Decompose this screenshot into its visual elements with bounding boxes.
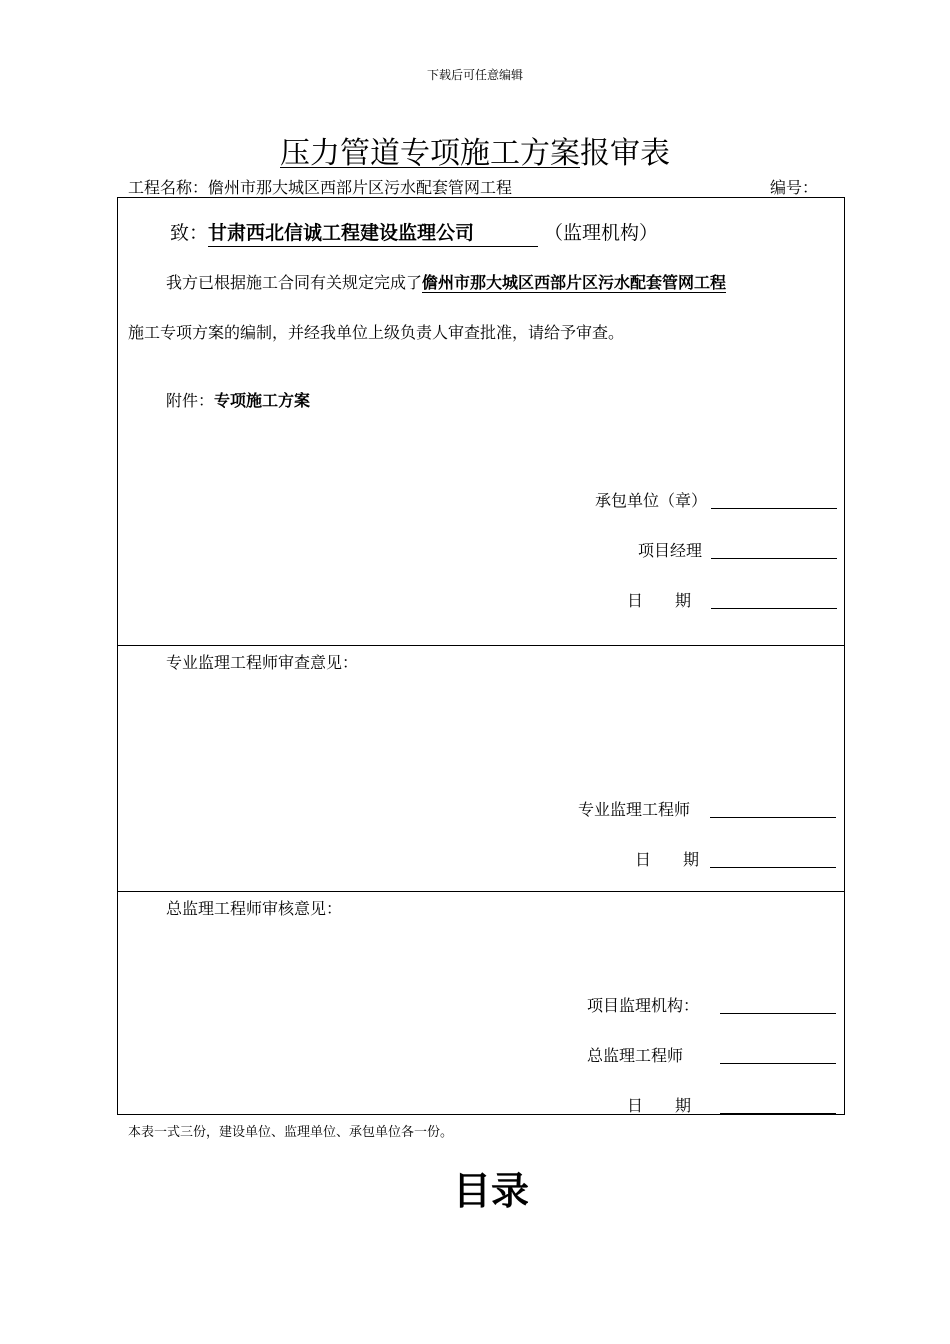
chief-engineer-signature-line[interactable] [720,1063,836,1064]
para-project: 儋州市那大城区西部片区污水配套管网工程 [422,273,727,292]
contractor-date-line[interactable] [711,608,837,609]
addressee-row [170,218,658,247]
supervision-org-signature-line[interactable] [720,1013,836,1014]
project-name: 儋州市那大城区西部片区污水配套管网工程 [208,178,513,197]
chief-date-line[interactable] [720,1113,836,1114]
addressee-org: 甘肃西北信诚工程建设监理公司 [208,218,538,247]
chief-opinion-heading: 总监理工程师审核意见： [166,899,343,918]
section-divider-1 [117,645,845,646]
toc-heading: 目录 [452,1169,529,1213]
contractor-unit-signature-line[interactable] [711,508,837,509]
contractor-unit-label: 承包单位（章） [594,491,707,510]
para-text: 我方已根据施工合同有关规定完成了 [166,273,423,292]
to-prefix: 致： [170,222,209,244]
attachment-row [166,388,310,411]
supervision-org-label: 项目监理机构： [587,996,700,1015]
project-label: 工程名称： [128,178,209,197]
attachment-label: 附件： [166,391,215,410]
chief-date-label: 日 期 [627,1096,692,1115]
supervisor-date-line[interactable] [710,867,836,868]
page-title [0,128,950,172]
supervisor-date-label: 日 期 [635,850,700,869]
supervisor-engineer-label: 专业监理工程师 [578,800,691,819]
supervisor-engineer-signature-line[interactable] [710,817,836,818]
header-note: 下载后可任意编辑 [426,68,523,82]
supervisor-opinion-heading: 专业监理工程师审查意见： [166,653,359,672]
title-part2: 报审表 [580,136,670,171]
number-label: 编号： [770,178,819,197]
project-name-row [128,175,512,198]
title-part1: 压力管道专项施工方案 [280,136,580,171]
chief-engineer-label: 总监理工程师 [587,1046,684,1065]
section-divider-2 [117,891,845,892]
attachment-value: 专项施工方案 [214,391,311,410]
addressee-suffix: （监理机构） [544,222,659,244]
contractor-date-label: 日 期 [627,591,692,610]
project-manager-label: 项目经理 [637,541,702,560]
project-manager-signature-line[interactable] [711,558,837,559]
body-paragraph-line1 [166,270,726,293]
footer-note: 本表一式三份，建设单位、监理单位、承包单位各一份。 [128,1125,454,1140]
body-paragraph-line2: 施工专项方案的编制，并经我单位上级负责人审查批准，请给予审查。 [128,323,625,342]
